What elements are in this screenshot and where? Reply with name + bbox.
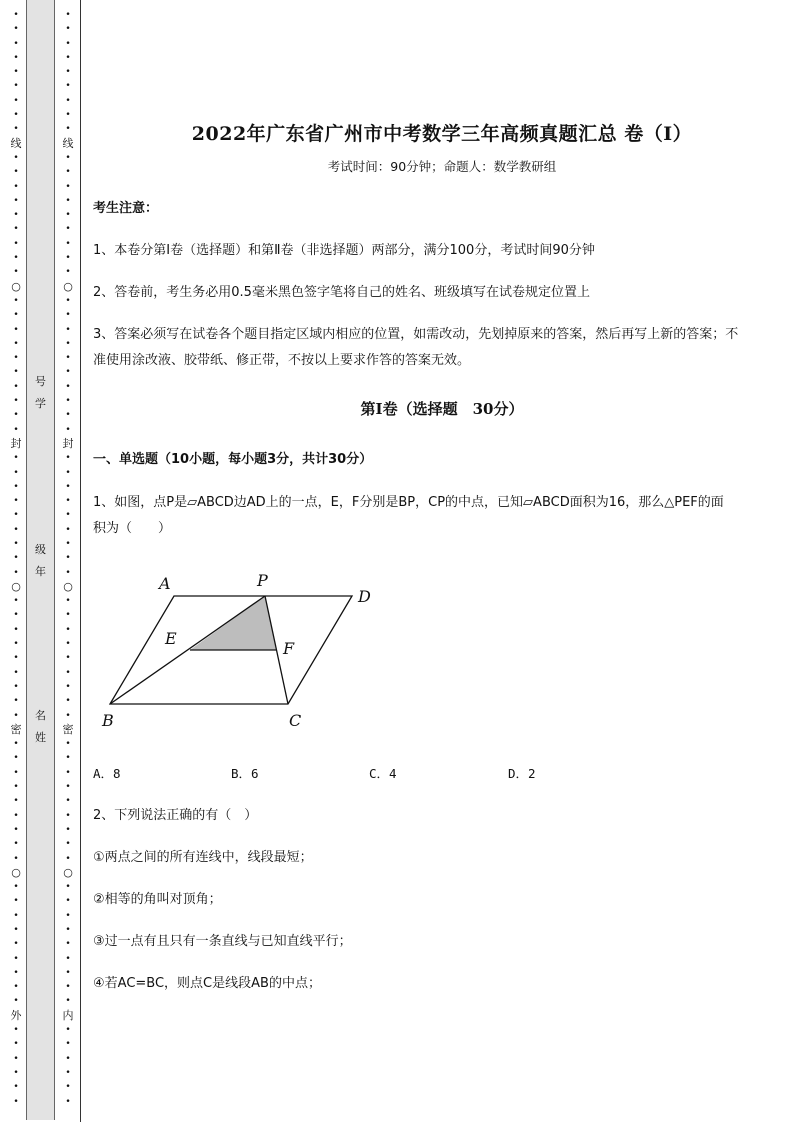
binding-dot: • [13, 882, 19, 893]
notice-item-1: 1、本卷分第I卷（选择题）和第Ⅱ卷（非选择题）两部分，满分100分，考试时间90分钟 [93, 243, 595, 258]
binding-dot: • [13, 1053, 19, 1064]
binding-dot: • [65, 210, 71, 221]
binding-dot: • [65, 353, 71, 364]
binding-dot: • [13, 910, 19, 921]
binding-dot: • [65, 396, 71, 407]
binding-dot: • [13, 181, 19, 192]
section-title: 第I卷（选择题 30分） [360, 400, 524, 418]
binding-dot: • [13, 195, 19, 206]
binding-dot: • [65, 610, 71, 621]
binding-dot: • [65, 381, 71, 392]
binding-dot: • [13, 782, 19, 793]
binding-dot: • [13, 324, 19, 335]
binding-dot: • [13, 939, 19, 950]
binding-dot: • [65, 496, 71, 507]
statement-4: ④若AC=BC，则点C是线段AB的中点； [93, 976, 321, 991]
binding-dot: • [13, 396, 19, 407]
label-d: D [358, 587, 371, 606]
parallelogram-figure [96, 566, 386, 736]
triangle-pef-shaded [190, 596, 276, 650]
option-c[interactable]: C．4 [369, 766, 397, 781]
binding-dot: • [65, 667, 71, 678]
binding-dot: • [65, 939, 71, 950]
binding-dot: • [13, 810, 19, 821]
binding-dot: • [13, 767, 19, 778]
binding-dot: • [65, 824, 71, 835]
strip-label-ji: 级 [35, 543, 46, 556]
page-subtitle: 考试时间：90分钟；命题人：数学教研组 [327, 159, 557, 174]
binding-dot: • [13, 1082, 19, 1093]
binding-tag: 线 [62, 136, 74, 150]
binding-dot: • [65, 1039, 71, 1050]
binding-dot: • [13, 524, 19, 535]
binding-dot: • [13, 639, 19, 650]
binding-dot: • [13, 567, 19, 578]
binding-dot: • [13, 953, 19, 964]
binding-dot: • [65, 567, 71, 578]
page-title: 2022年广东省广州市中考数学三年高频真题汇总 卷（Ⅰ） [191, 123, 693, 145]
binding-dot: • [65, 224, 71, 235]
binding-dot: • [65, 896, 71, 907]
binding-dot: • [13, 10, 19, 20]
binding-dot: • [13, 253, 19, 264]
label-e: E [165, 629, 177, 648]
binding-dot: • [65, 295, 71, 306]
binding-dot: • [65, 167, 71, 178]
binding-dot: • [13, 739, 19, 750]
binding-dot: • [65, 453, 71, 464]
binding-circle: ○ [11, 579, 21, 593]
binding-dot: • [13, 753, 19, 764]
binding-dot: • [13, 653, 19, 664]
binding-dot: • [65, 410, 71, 421]
binding-dot: • [13, 839, 19, 850]
binding-circle: ○ [63, 865, 73, 879]
part-heading: 一、单选题（10小题，每小题3分，共计30分） [93, 452, 373, 467]
binding-cut-line [80, 0, 81, 1122]
binding-dot: • [65, 753, 71, 764]
binding-dot: • [65, 324, 71, 335]
binding-dot: • [13, 1067, 19, 1078]
binding-dot: • [13, 967, 19, 978]
binding-dot: • [65, 953, 71, 964]
option-b[interactable]: B．6 [231, 766, 259, 781]
question-1-text: 1、如图，点P是▱ABCD边AD上的一点，E，F分别是BP，CP的中点，已知▱ABCD面积为16，那么△PEF的面积为（ ） [93, 495, 724, 536]
question-1-options [93, 764, 653, 784]
binding-dot: • [13, 467, 19, 478]
binding-dot: • [65, 1067, 71, 1078]
binding-dot: • [65, 510, 71, 521]
binding-dot: • [65, 524, 71, 535]
binding-strip [26, 0, 55, 1120]
inner-dot-column [61, 8, 75, 1109]
binding-dot: • [65, 782, 71, 793]
binding-dot: • [13, 67, 19, 78]
binding-dot: • [65, 767, 71, 778]
binding-dot: • [65, 910, 71, 921]
binding-dot: • [13, 167, 19, 178]
binding-margin [0, 0, 82, 1123]
strip-label-nian: 年 [35, 565, 46, 578]
binding-dot: • [65, 1025, 71, 1036]
strip-label-ming: 名 [35, 709, 46, 722]
binding-dot: • [13, 510, 19, 521]
binding-dot: • [65, 81, 71, 92]
statement-2: ②相等的角叫对顶角； [93, 892, 222, 907]
binding-dot: • [13, 224, 19, 235]
binding-dot: • [65, 839, 71, 850]
binding-dot: • [65, 181, 71, 192]
binding-dot: • [13, 295, 19, 306]
binding-dot: • [65, 696, 71, 707]
binding-dot: • [65, 152, 71, 163]
binding-dot: • [13, 410, 19, 421]
binding-dot: • [13, 267, 19, 278]
binding-tag: 密 [62, 722, 74, 736]
binding-dot: • [65, 481, 71, 492]
binding-dot: • [13, 110, 19, 121]
label-p: P [257, 571, 268, 590]
binding-dot: • [65, 853, 71, 864]
binding-dot: • [13, 481, 19, 492]
binding-dot: • [13, 496, 19, 507]
binding-dot: • [65, 553, 71, 564]
binding-dot: • [65, 710, 71, 721]
binding-dot: • [13, 925, 19, 935]
binding-dot: • [65, 982, 71, 993]
strip-label-xing: 姓 [35, 731, 46, 744]
label-b: B [102, 711, 114, 730]
binding-dot: • [13, 310, 19, 321]
binding-dot: • [13, 796, 19, 807]
binding-dot: • [65, 681, 71, 692]
binding-dot: • [13, 238, 19, 249]
binding-circle: ○ [63, 279, 73, 293]
binding-circle: ○ [63, 579, 73, 593]
binding-dot: • [65, 739, 71, 750]
binding-dot: • [65, 467, 71, 478]
binding-dot: • [65, 882, 71, 893]
binding-dot: • [13, 896, 19, 907]
binding-dot: • [13, 124, 19, 135]
binding-circle: ○ [11, 865, 21, 879]
binding-tag: 密 [10, 722, 22, 736]
binding-dot: • [13, 81, 19, 92]
binding-dot: • [13, 1096, 19, 1107]
label-f: F [283, 639, 295, 658]
binding-dot: • [65, 1053, 71, 1064]
binding-tag: 内 [62, 1008, 74, 1022]
binding-dot: • [65, 538, 71, 549]
binding-dot: • [65, 338, 71, 349]
binding-dot: • [65, 195, 71, 206]
binding-dot: • [13, 95, 19, 106]
binding-dot: • [65, 367, 71, 378]
binding-dot: • [13, 538, 19, 549]
binding-dot: • [65, 253, 71, 264]
binding-dot: • [65, 310, 71, 321]
binding-dot: • [65, 796, 71, 807]
binding-circle: ○ [11, 279, 21, 293]
label-c: C [289, 711, 302, 730]
binding-dot: • [65, 110, 71, 121]
outer-dot-column [9, 8, 23, 1109]
binding-dot: • [13, 996, 19, 1007]
binding-dot: • [13, 982, 19, 993]
binding-dot: • [65, 95, 71, 106]
binding-dot: • [65, 238, 71, 249]
binding-tag: 外 [10, 1008, 22, 1022]
binding-dot: • [13, 1039, 19, 1050]
binding-dot: • [13, 596, 19, 607]
binding-dot: • [13, 367, 19, 378]
binding-dot: • [13, 610, 19, 621]
binding-dot: • [13, 624, 19, 635]
binding-dot: • [13, 853, 19, 864]
binding-dot: • [13, 210, 19, 221]
binding-dot: • [65, 996, 71, 1007]
binding-dot: • [13, 696, 19, 707]
notice-item-2: 2、答卷前，考生务必用0.5毫米黑色签字笔将自己的姓名、班级填写在试卷规定位置上 [93, 285, 590, 300]
option-a[interactable]: A．8 [93, 766, 121, 781]
binding-dot: • [65, 967, 71, 978]
binding-dot: • [13, 710, 19, 721]
notice-heading: 考生注意： [93, 201, 159, 216]
notice-item-3: 3、答案必须写在试卷各个题目指定区域内相应的位置，如需改动，先划掉原来的答案，然后再写上新的答案；不准使用涂改液、胶带纸、修正带，不按以上要求作答的答案无效。 [93, 327, 739, 368]
binding-dot: • [13, 152, 19, 163]
strip-label-xue: 学 [35, 397, 46, 410]
binding-dot: • [65, 424, 71, 435]
binding-dot: • [13, 424, 19, 435]
statement-3: ③过一点有且只有一条直线与已知直线平行； [93, 934, 352, 949]
binding-dot: • [65, 38, 71, 49]
label-a: A [159, 574, 171, 593]
binding-tag: 线 [10, 136, 22, 150]
binding-dot: • [65, 124, 71, 135]
binding-dot: • [65, 267, 71, 278]
binding-dot: • [13, 453, 19, 464]
binding-dot: • [13, 667, 19, 678]
strip-label-hao: 号 [35, 375, 46, 388]
binding-dot: • [13, 824, 19, 835]
binding-dot: • [65, 624, 71, 635]
binding-dot: • [65, 24, 71, 35]
binding-dot: • [65, 10, 71, 20]
binding-dot: • [13, 381, 19, 392]
binding-dot: • [13, 1025, 19, 1036]
statement-1: ①两点之间的所有连线中，线段最短； [93, 850, 313, 865]
binding-dot: • [65, 52, 71, 63]
binding-dot: • [65, 639, 71, 650]
binding-dot: • [65, 596, 71, 607]
binding-dot: • [65, 1096, 71, 1107]
binding-dot: • [65, 810, 71, 821]
binding-dot: • [13, 24, 19, 35]
binding-dot: • [13, 52, 19, 63]
question-2-stem: 2、下列说法正确的有（ ） [93, 808, 258, 823]
binding-dot: • [13, 681, 19, 692]
binding-dot: • [65, 1082, 71, 1093]
binding-dot: • [13, 38, 19, 49]
binding-dot: • [13, 338, 19, 349]
binding-tag: 封 [10, 436, 22, 450]
binding-dot: • [13, 553, 19, 564]
binding-dot: • [65, 925, 71, 935]
binding-tag: 封 [62, 436, 74, 450]
binding-dot: • [65, 67, 71, 78]
binding-dot: • [65, 653, 71, 664]
binding-dot: • [13, 353, 19, 364]
option-d[interactable]: D．2 [508, 766, 536, 781]
